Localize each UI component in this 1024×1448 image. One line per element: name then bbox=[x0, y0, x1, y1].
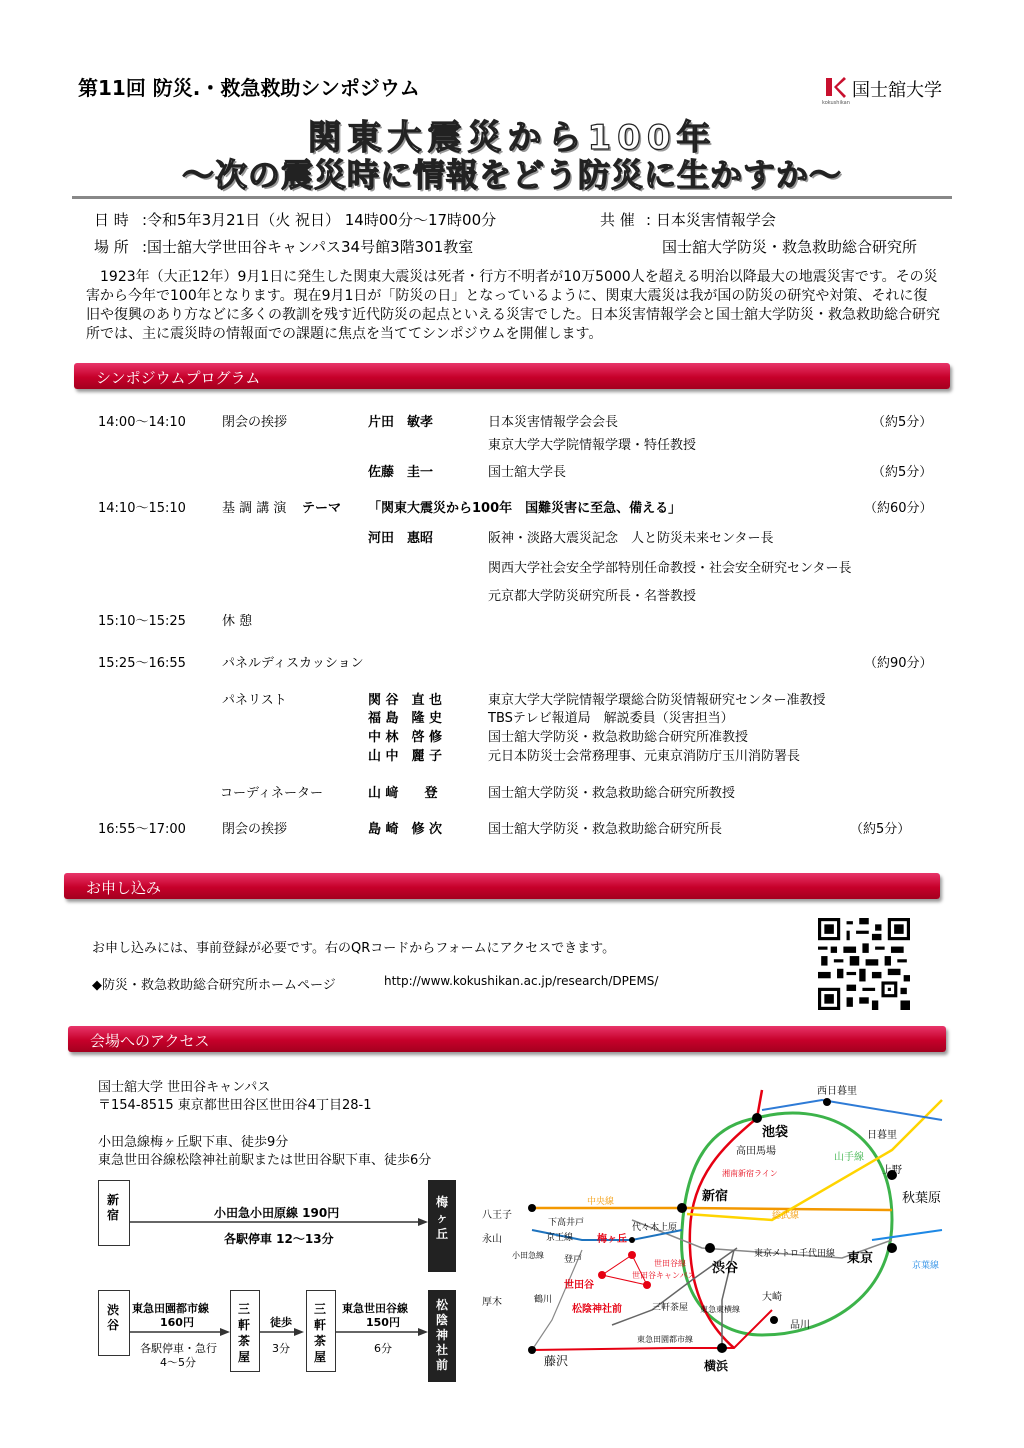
station-box-sangenjaya-2 bbox=[306, 1290, 336, 1372]
apply-text: お申し込みには、事前登録が必要です。右のQRコードからフォームにアクセスできます。 bbox=[92, 941, 616, 956]
apply-section-title: お申し込み bbox=[86, 879, 162, 897]
org-roman: kokushikan bbox=[822, 100, 850, 106]
speaker-affiliation: 日本災害情報学会会長 bbox=[488, 415, 619, 430]
speaker-affiliation: 関西大学社会安全学部特別任命教授・社会安全研究センター長 bbox=[488, 561, 852, 576]
date-value: :令和5年3月21日（火 祝日） 14時00分～17時00分 bbox=[142, 211, 497, 229]
map-noborito: 登戸 bbox=[564, 1255, 583, 1265]
map-sobu: 総武線 bbox=[772, 1211, 800, 1221]
denentoshi-sub-2: 4～5分 bbox=[160, 1356, 196, 1369]
host-value-1: : 日本災害情報学会 bbox=[646, 211, 776, 229]
intro-paragraph: 1923年（大正12年）9月1日に発生した関東大震災は死者・行方不明者が10万5000人を超える明治以降最大の地震災害です。その災害から今年で100年となります。現在9月1日が「防災の日」となっているように、関東大震災は我が国の防災の研究や対策、それに復旧や復興のあり方などに多くの教訓を残す近代防災の起点といえる災害でした。日本災害情報学会と国士舘大学防災・救急救助総合研究所では、主に震災時の情報面での課題に焦点を当ててシンポジウムを開催します。 bbox=[86, 269, 940, 342]
map-umegaoka: 梅ヶ丘 bbox=[597, 1234, 627, 1245]
station-sangenjaya: 三軒茶屋 bbox=[314, 1302, 327, 1364]
station-box-sangenjaya-1 bbox=[230, 1290, 260, 1372]
station-umegaoka: 梅ヶ丘 bbox=[435, 1195, 448, 1241]
map-shoin: 松陰神社前 bbox=[572, 1304, 622, 1315]
map-atsugi: 厚木 bbox=[482, 1297, 502, 1308]
program-item: 基 調 講 演 bbox=[222, 501, 287, 516]
program-time: 15:10～15:25 bbox=[98, 614, 186, 629]
panelist-affiliation: 東京大学大学院情報学環総合防災情報研究センター准教授 bbox=[488, 693, 826, 708]
speaker-affiliation: 元京都大学防災研究所長・名誉教授 bbox=[488, 589, 697, 604]
station-box-shoin bbox=[428, 1290, 456, 1382]
setagaya-line: 東急世田谷線 bbox=[342, 1302, 408, 1315]
program-item: 閉会の挨拶 bbox=[222, 822, 288, 837]
program-item: 休 憩 bbox=[222, 614, 253, 629]
map-tokyo: 東京 bbox=[847, 1251, 874, 1266]
coordinator-label: コーディネーター bbox=[220, 786, 323, 801]
panelist-name: 山 中 麗 子 bbox=[368, 749, 443, 764]
speaker-name: 佐藤 圭一 bbox=[368, 465, 434, 480]
panelist-name: 関 谷 直 也 bbox=[368, 693, 443, 708]
map-fujisawa: 藤沢 bbox=[544, 1354, 569, 1368]
map-metro: 東京メトロ千代田線 bbox=[754, 1249, 836, 1259]
duration: （約5分） bbox=[850, 822, 911, 837]
walk-time: 3分 bbox=[272, 1342, 290, 1355]
map-setagaya-line: 世田谷線 bbox=[654, 1259, 686, 1268]
series-title: 第11回 防災.・救急救助シンポジウム bbox=[78, 76, 420, 100]
homepage-url[interactable]: http://www.kokushikan.ac.jp/research/DPEMS/ bbox=[384, 974, 659, 988]
map-keiyo: 京葉線 bbox=[912, 1261, 940, 1271]
station-shinjuku: 新宿 bbox=[107, 1193, 120, 1222]
campus-address: 〒154-8515 東京都世田谷区世田谷4丁目28-1 bbox=[98, 1098, 372, 1113]
title-divider bbox=[72, 196, 952, 199]
map-tsurukawa: 鶴川 bbox=[534, 1295, 553, 1305]
duration: （約5分） bbox=[872, 415, 933, 430]
panelist-affiliation: TBSテレビ報道局 解説委員（災害担当） bbox=[488, 711, 734, 726]
map-takadanobaba: 高田馬場 bbox=[736, 1146, 776, 1157]
blue-line bbox=[762, 1100, 942, 1120]
campus-name: 国士舘大学 世田谷キャンパス bbox=[98, 1080, 271, 1095]
route-2: 東急世田谷線松陰神社前駅または世田谷駅下車、徒歩6分 bbox=[98, 1153, 432, 1168]
host-value-2: 国士舘大学防災・救急救助総合研究所 bbox=[662, 238, 918, 256]
place-label: 場 所 bbox=[94, 238, 129, 256]
program-item: 閉会の挨拶 bbox=[222, 415, 288, 430]
duration: （約5分） bbox=[872, 465, 933, 480]
denentoshi-line: 東急田園都市線 bbox=[132, 1302, 209, 1315]
station-shoin: 松陰神社前 bbox=[435, 1298, 448, 1372]
panelist-name: 福 島 隆 史 bbox=[368, 711, 443, 726]
speaker-name: 河田 惠昭 bbox=[368, 531, 434, 546]
route-arrow-2 bbox=[130, 1328, 230, 1336]
date-label: 日 時 bbox=[94, 211, 129, 229]
theme-label: テーマ bbox=[302, 501, 342, 516]
keynote-theme: 「関東大震災から100年 国難災害に至急、備える」 bbox=[368, 501, 682, 516]
map-odakyu: 小田急線 bbox=[512, 1251, 544, 1260]
setagaya-time: 6分 bbox=[374, 1342, 392, 1355]
denentoshi-fare: 160円 bbox=[160, 1316, 194, 1329]
map-yamanote: 山手線 bbox=[834, 1152, 864, 1163]
station-sangenjaya: 三軒茶屋 bbox=[238, 1302, 251, 1364]
speaker-name: 片田 敏孝 bbox=[368, 415, 434, 430]
program-time: 14:00～14:10 bbox=[98, 415, 186, 430]
kokushikan-logo-icon bbox=[822, 74, 848, 100]
map-yoyogiuehara: 代々木上原 bbox=[632, 1223, 678, 1233]
speaker-affiliation: 国士舘大学長 bbox=[488, 465, 567, 480]
map-nishinippori: 西日暮里 bbox=[817, 1086, 857, 1097]
map-osaki: 大崎 bbox=[762, 1292, 782, 1303]
walk-label: 徒歩 bbox=[270, 1316, 292, 1329]
coordinator-name: 山 﨑 登 bbox=[368, 786, 438, 801]
map-shibuya: 渋谷 bbox=[712, 1261, 739, 1276]
station-box-shinjuku bbox=[98, 1180, 130, 1246]
campus-triangle bbox=[602, 1255, 647, 1285]
map-ikebukuro: 池袋 bbox=[762, 1125, 789, 1140]
speaker-affiliation: 東京大学大学院情報学環・特任教授 bbox=[488, 438, 697, 453]
route-arrow-3 bbox=[260, 1328, 304, 1336]
program-time: 15:25～16:55 bbox=[98, 656, 186, 671]
map-setagaya: 世田谷 bbox=[564, 1280, 594, 1291]
route-arrow-4 bbox=[336, 1328, 428, 1336]
map-shonan: 湘南新宿ライン bbox=[722, 1169, 778, 1178]
panelist-affiliation: 国士舘大学防災・救急救助総合研究所准教授 bbox=[488, 730, 749, 745]
denentoshi-sub-1: 各駅停車・急行 bbox=[140, 1342, 217, 1355]
program-time: 14:10～15:10 bbox=[98, 501, 186, 516]
map-shinagawa: 品川 bbox=[790, 1320, 810, 1331]
homepage-label: ◆防災・救急救助総合研究所ホームページ bbox=[92, 978, 336, 993]
map-keio: 京王線 bbox=[546, 1233, 574, 1243]
map-yokohama: 横浜 bbox=[704, 1359, 729, 1373]
station-box-shibuya bbox=[98, 1290, 130, 1356]
panelist-label: パネリスト bbox=[222, 693, 287, 708]
org-name: 国士舘大学 bbox=[852, 80, 942, 101]
qr-code-icon[interactable] bbox=[818, 918, 910, 1010]
map-akihabara: 秋葉原 bbox=[902, 1191, 942, 1206]
apply-section-header bbox=[64, 873, 940, 899]
panelist-affiliation: 元日本防災士会常務理事、元東京消防庁玉川消防署長 bbox=[488, 749, 801, 764]
map-denentoshi: 東急田園都市線 bbox=[637, 1335, 693, 1344]
speaker-name: 島 崎 修 次 bbox=[368, 822, 443, 837]
setagaya-fare: 150円 bbox=[366, 1316, 400, 1329]
odakyu-fare: 小田急小田原線 190円 bbox=[214, 1206, 340, 1220]
program-section-header bbox=[74, 363, 950, 389]
route-1: 小田急線梅ヶ丘駅下車、徒歩9分 bbox=[98, 1135, 289, 1150]
map-nippori: 日暮里 bbox=[867, 1130, 897, 1141]
yamanote-loop bbox=[682, 1113, 892, 1335]
coordinator-affiliation: 国士舘大学防災・救急救助総合研究所教授 bbox=[488, 786, 736, 801]
map-hachioji: 八王子 bbox=[482, 1210, 512, 1221]
program-section-title: シンポジウムプログラム bbox=[96, 369, 261, 387]
map-shinjuku: 新宿 bbox=[702, 1189, 729, 1204]
speaker-affiliation: 国士舘大学防災・救急救助総合研究所長 bbox=[488, 822, 723, 837]
station-box-umegaoka bbox=[428, 1180, 456, 1272]
duration: （約60分） bbox=[864, 501, 933, 516]
chuo-line bbox=[532, 1208, 892, 1210]
odakyu-sub: 各駅停車 12～13分 bbox=[224, 1232, 334, 1246]
station-shibuya: 渋谷 bbox=[107, 1303, 120, 1332]
keiyo-line bbox=[872, 1230, 942, 1240]
access-section-header bbox=[68, 1026, 946, 1052]
sub-title: ～次の震災時に情報をどう防災に生かすか～ bbox=[181, 156, 842, 194]
map-toyoko: 東急東横線 bbox=[700, 1305, 740, 1314]
program-item: パネルディスカッション bbox=[222, 656, 364, 671]
panelist-name: 中 林 啓 修 bbox=[368, 730, 443, 745]
host-label: 共 催 bbox=[600, 211, 635, 229]
map-nagayama: 永山 bbox=[482, 1234, 502, 1245]
duration: （約90分） bbox=[864, 656, 933, 671]
access-section-title: 会場へのアクセス bbox=[90, 1032, 210, 1050]
program-time: 16:55～17:00 bbox=[98, 822, 186, 837]
map-sangenjaya: 三軒茶屋 bbox=[652, 1303, 689, 1313]
place-value: :国士舘大学世田谷キャンパス34号館3階301教室 bbox=[142, 238, 474, 256]
map-chuo: 中央線 bbox=[587, 1197, 615, 1207]
route-arrow-1 bbox=[130, 1218, 428, 1226]
map-campus: 世田谷キャンパス bbox=[632, 1271, 696, 1280]
railway-map bbox=[472, 1080, 952, 1380]
map-shimotakaido: 下高井戸 bbox=[548, 1218, 585, 1228]
map-ueno: 上野 bbox=[882, 1165, 902, 1176]
speaker-affiliation: 阪神・淡路大震災記念 人と防災未来センター長 bbox=[488, 531, 774, 546]
main-title: 関東大震災から100年 bbox=[307, 118, 717, 158]
